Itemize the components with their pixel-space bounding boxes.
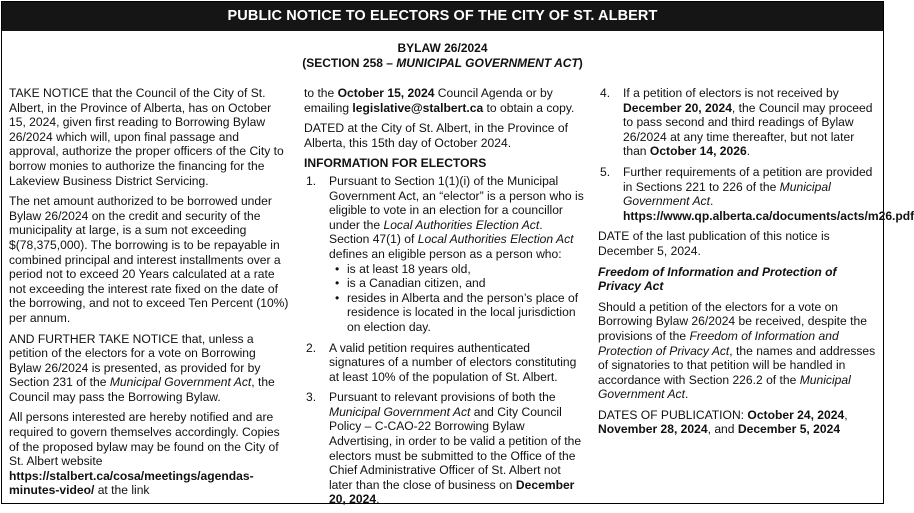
list-item: 1. Pursuant to Section 1(1)(i) of the Municipal Government Act, an “elector” is a person who is eligible to vote in an election for a councillor under the Local Authorities Election Act. Section 47(1) of Local Authorities Election Act defines an eligible person as a person who: • is at least 18 years old, • is a Canadian citizen, and • resides in Alberta and the person’s place of residence is located in the local jurisdiction on election day. <box>304 174 586 335</box>
net-amount-paragraph: The net amount authorized to be borrowed under Bylaw 26/2024 on the credit and security of the municipality at large, is a sum not exceeding $(78,375,000). The borrowing is to be repayable in combined principal and interest installments over a period not to exceed 20 Years calculated at a rate not exceeding the interest rate fixed on the date of the borrowing, and not to exceed Ten Percent (10%) per annum. <box>9 194 289 325</box>
interested-persons-paragraph: All persons interested are hereby notified and are required to govern themselves accordingly. Copies of the proposed bylaw may be found on the City of St. Albert website https://stalbert.ca/cosa/meetings/agendas-minutes-video/ at the link <box>9 410 280 498</box>
bylaw-number: BYLAW 26/2024 <box>397 41 488 55</box>
column-2 <box>304 86 586 513</box>
agenda-paragraph: to the October 15, 2024 Council Agenda or by emailing legislative@stalbert.ca to obtain a copy. <box>304 86 575 115</box>
notice-banner-title: PUBLIC NOTICE TO ELECTORS OF THE CITY OF ST. ALBERT <box>2 2 883 31</box>
column-3 <box>598 86 914 443</box>
qp-alberta-link[interactable]: https://www.qp.alberta.ca/documents/acts/m26.pdf <box>623 208 914 223</box>
take-notice-paragraph: TAKE NOTICE that the Council of the City of St. Albert, in the Province of Alberta, has on October 15, 2024, given first reading to Borrowing Bylaw 26/2024 which will, upon final passage and approval, authorize the proper officers of the City to borrow monies to authorize the financing for the Lakeview Business District Servicing. <box>9 86 284 188</box>
further-notice-paragraph: AND FURTHER TAKE NOTICE that, unless a petition of the electors for a vote on Borrowing Bylaw 26/2024 is presented, as provided for by Section 231 of the Municipal Government Act, the Council may pass the Borrowing Bylaw. <box>9 331 275 404</box>
foip-heading: Freedom of Information and Protection of Privacy Act <box>598 264 837 294</box>
bylaw-heading <box>2 41 883 71</box>
list-item: 4. If a petition of electors is not received by December 20, 2024, the Council may proceed to pass second and third readings of Bylaw 26/2024 at any time thereafter, but not later than October 14, 2026. <box>600 86 873 159</box>
eligibility-bullet: • is at least 18 years old, <box>335 261 471 276</box>
list-item: 5. Further requirements of a petition are provided in Sections 221 to 226 of the Municipal Government Act. https://www.qp.alberta.ca/documents/acts/m26.pdf <box>600 164 914 223</box>
foip-paragraph: Should a petition of the electors for a vote on Borrowing Bylaw 26/2024 be received, despite the provisions of the Freedom of Information and Protection of Privacy Act, the names and addresses of signatories to that petition will be handled in accordance with Section 226.2 of the Municipal Government Act. <box>598 299 876 402</box>
dated-paragraph: DATED at the City of St. Albert, in the Province of Alberta, this 15th day of October 2024. <box>304 121 568 150</box>
eligibility-bullet: • is a Canadian citizen, and <box>335 276 486 291</box>
last-publication-paragraph: DATE of the last publication of this notice is December 5, 2024. <box>598 229 830 258</box>
legislative-email-link[interactable]: legislative@stalbert.ca <box>352 100 484 115</box>
list-item: 2. A valid petition requires authenticated signatures of a number of electors constituting at least 10% of the population of St. Albert. <box>306 340 577 384</box>
list-item: 3. Pursuant to relevant provisions of both the Municipal Government Act and City Council Policy – C-CAO-22 Borrowing Bylaw Advertising, in order to be valid a petition of the electors must be submitted to the Office of the Chief Administrative Officer of St. Albert not later than the close of business on December 20, 2024. <box>306 390 582 507</box>
public-notice <box>1 1 914 507</box>
bylaw-website-link[interactable]: https://stalbert.ca/cosa/meetings/agendas-minutes-video/ <box>9 468 254 498</box>
bylaw-section-reference: (SECTION 258 – MUNICIPAL GOVERNMENT ACT) <box>302 56 583 70</box>
dates-of-publication: DATES OF PUBLICATION: October 24, 2024, November 28, 2024, and December 5, 2024 <box>598 407 848 437</box>
eligibility-bullet: • resides in Alberta and the person’s place of residence is located in the local jurisdiction on election day. <box>335 290 579 334</box>
column-1 <box>9 86 291 504</box>
information-for-electors-heading: INFORMATION FOR ELECTORS <box>304 156 487 171</box>
